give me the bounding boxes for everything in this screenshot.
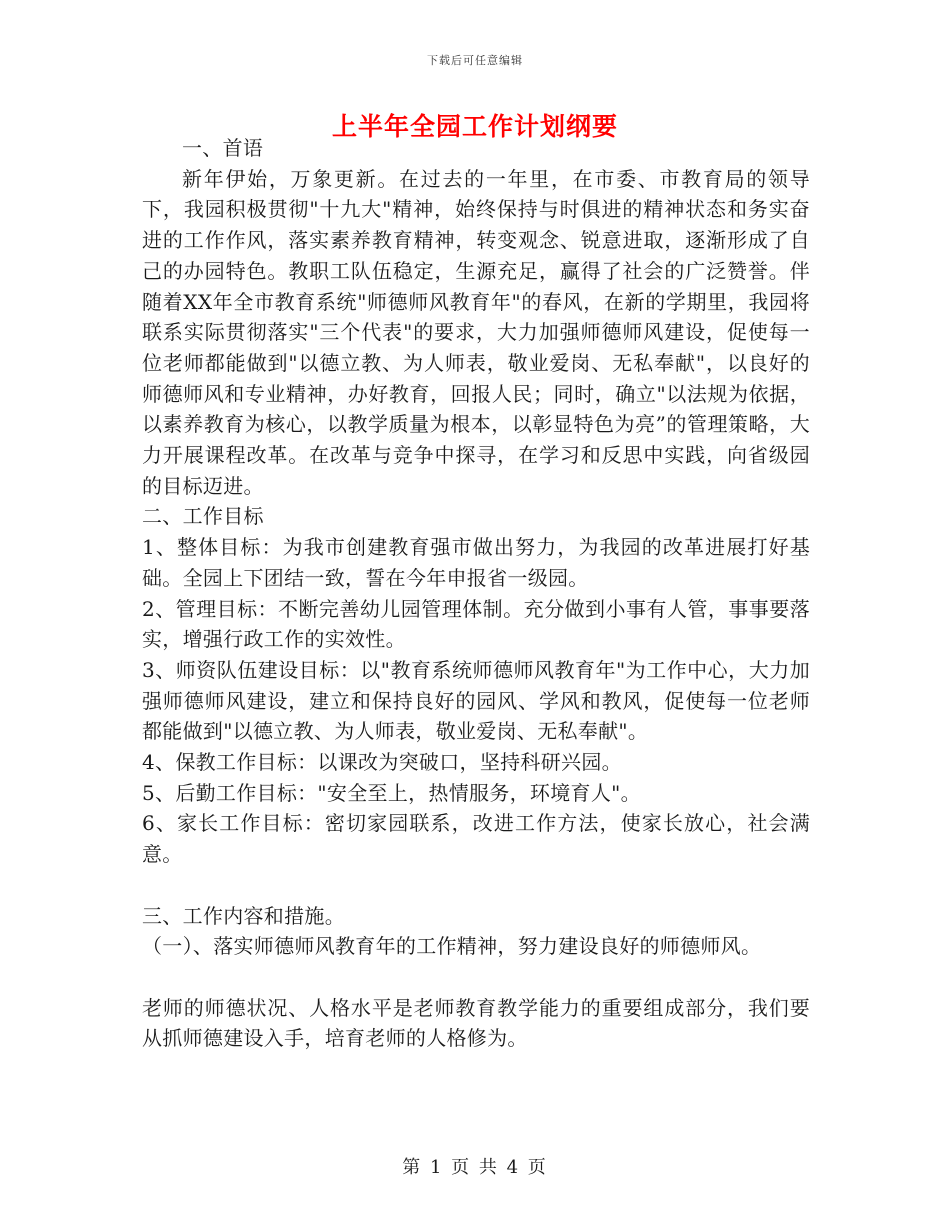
subsection-heading-ethics: （一）、落实师德师风教育年的工作精神，努力建设良好的师德师风。: [142, 934, 762, 959]
goal-item-teachers: 3、师资队伍建设目标：以"教育系统师德师风教育年"为工作中心，大力加强师德师风建设，建立和保持良好的园风、学风和教风，促使每一位老师都能做到"以德立教、为人师表，敬业爱岗、无私奉献"。: [142, 657, 810, 744]
page-number-footer: 第 1 页 共 4 页: [402, 1157, 548, 1178]
page-header: 下载后可任意编辑: [427, 54, 523, 67]
goal-item-management: 2、管理目标：不断完善幼儿园管理体制。充分做到小事有人管，事事要落实，增强行政工作的实效性。: [142, 596, 810, 652]
document-title: 上半年全园工作计划纲要: [331, 112, 618, 141]
goal-item-overall: 1、整体目标：为我市创建教育强市做出努力，为我园的改革进展打好基础。全园上下团结一致，誓在今年申报省一级园。: [142, 535, 810, 590]
goal-item-logistics: 5、后勤工作目标："安全至上，热情服务，环境育人"。: [142, 780, 641, 805]
section-heading-goals: 二、工作目标: [142, 504, 264, 529]
ethics-paragraph: 老师的师德状况、人格水平是老师教育教学能力的重要组成部分，我们要从抓师德建设入手，培育老师的人格修为。: [142, 995, 810, 1051]
blank-line: [142, 962, 810, 993]
document-body: [142, 133, 810, 1054]
section-heading-measures: 三、工作内容和措施。: [142, 903, 345, 928]
goal-item-parents: 6、家长工作目标：密切家园联系，改进工作方法，使家长放心，社会满意。: [142, 811, 810, 867]
blank-line: [142, 870, 810, 901]
goal-item-education: 4、保教工作目标：以课改为突破口，坚持科研兴园。: [142, 750, 622, 775]
section-heading-intro: 一、首语: [182, 136, 264, 160]
intro-paragraph: 新年伊始，万象更新。在过去的一年里，在市委、市教育局的领导下，我园积极贯彻"十九大"精神，始终保持与时俱进的精神状态和务实奋进的工作作风，落实素养教育精神，转变观念、锐意进取，逐渐形成了自己的办园特色。教职工队伍稳定，生源充足，赢得了社会的广泛赞誉。伴随着XX年全市教育系统"师德师风教育年"的春风，在新的学期里，我园将联系实际贯彻落实"三个代表"的要求，大力加强师德师风建设，促使每一位老师都能做到"以德立教、为人师表，敬业爱岗、无私奉献"，以良好的师德师风和专业精神，办好教育，回报人民；同时，确立"以法规为依据，以素养教育为核心，以教学质量为根本，以彰显特色为亮”的管理策略，大力开展课程改革。在改革与竞争中探寻，在学习和反思中实践，向省级园的目标迈进。: [142, 166, 810, 498]
